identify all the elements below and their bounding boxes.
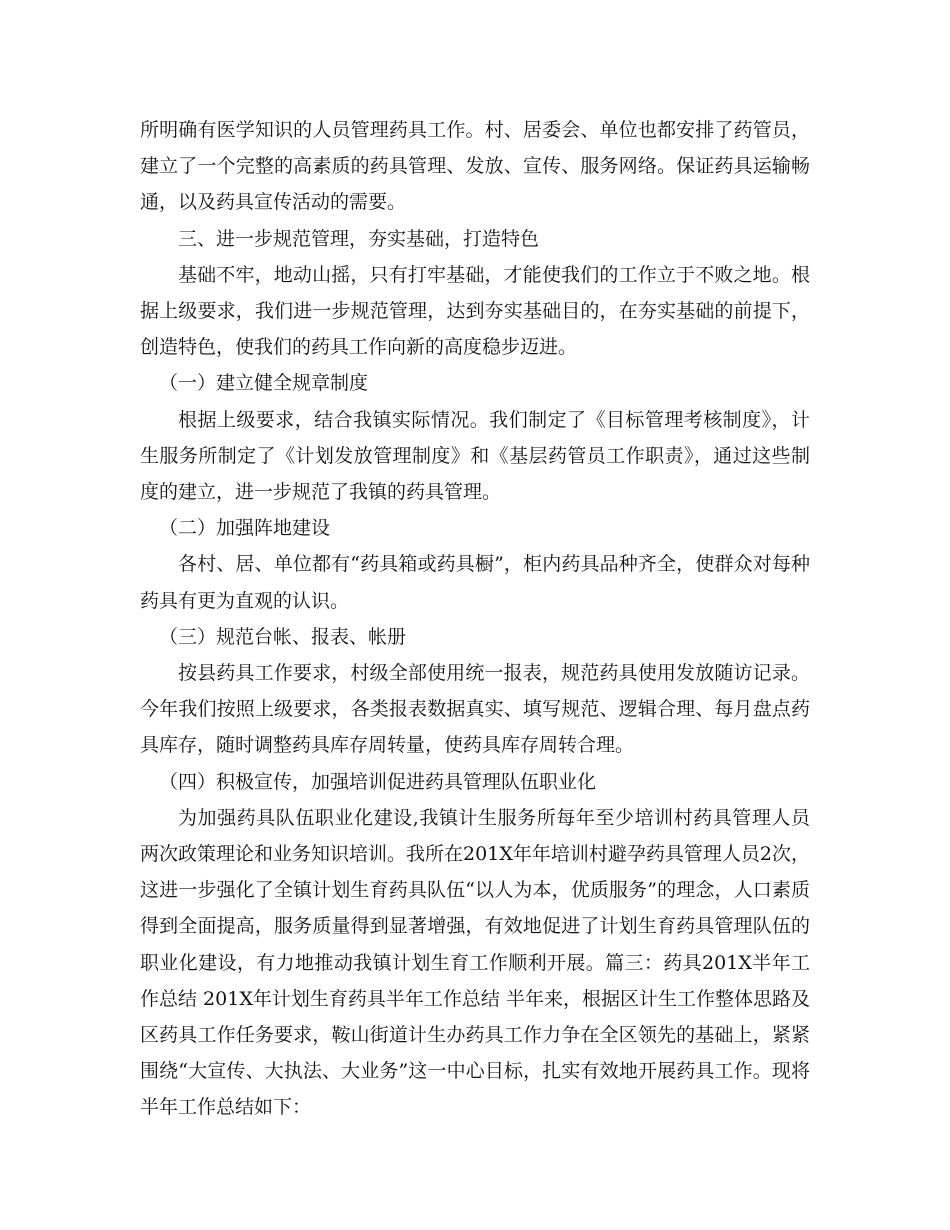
paragraph: 基础不牢，地动山摇，只有打牢基础，才能使我们的工作立于不败之地。根据上级要求，我们进一步规范管理，达到夯实基础目的，在夯实基础的前提下，创造特色，使我们的药具工作向新的高度稳步迈进。 (140, 263, 810, 359)
paragraph: 按县药具工作要求，村级全部使用统一报表，规范药具使用发放随访记录。今年我们按照上级要求，各类报表数据真实、填写规范、逻辑合理、每月盘点药具库存，随时调整药具库存周转量，使药具库存周转合理。 (140, 662, 810, 757)
paragraph: 各村、居、单位都有“药具箱或药具橱”，柜内药具品种齐全，使群众对每种药具有更为直观的认识。 (140, 553, 810, 612)
subsection-heading: （四）积极宣传，加强培训促进药具管理队伍职业化 (159, 770, 597, 793)
subsection-heading: （一）建立健全规章制度 (159, 372, 369, 395)
paragraph: 根据上级要求，结合我镇实际情况。我们制定了《目标管理考核制度》，计生服务所制定了《计划发放管理制度》和《基层药管员工作职责》，通过这些制度的建立，进一步规范了我镇的药具管理。 (140, 408, 810, 504)
document-body (140, 112, 810, 1126)
subsection-heading: （三）规范台帐、报表、帐册 (159, 625, 407, 648)
subsection-heading: （二）加强阵地建设 (159, 517, 331, 540)
section-heading: 三、进一步规范管理，夯实基础，打造特色 (178, 227, 540, 250)
paragraph: 所明确有医学知识的人员管理药具工作。村、居委会、单位也都安排了药管员，建立了一个完整的高素质的药具管理、发放、宣传、服务网络。保证药具运输畅通，以及药具宣传活动的需要。 (140, 119, 810, 214)
paragraph: 为加强药具队伍职业化建设,我镇计生服务所每年至少培训村药具管理人员两次政策理论和业务知识培训。我所在201X年年培训村避孕药具管理人员2次，这进一步强化了全镇计划生育药具队伍“以人为本，优质服务”的理念，人口素质得到全面提高，服务质量得到显著增强，有效地促进了计划生育药具管理队伍的职业化建设，有力地推动我镇计划生育工作顺利开展。篇三：药具201X半年工作总结 201X年计划生育药具半年工作总结 半年来，根据区计生工作整体思路及区药具工作任务要求，鞍山街道计生办药具工作力争在全区领先的基础上，紧紧围绕“大宣传、大执法、大业务”这一中心目标，扎实有效地开展药具工作。现将半年工作总结如下： (140, 806, 810, 1119)
